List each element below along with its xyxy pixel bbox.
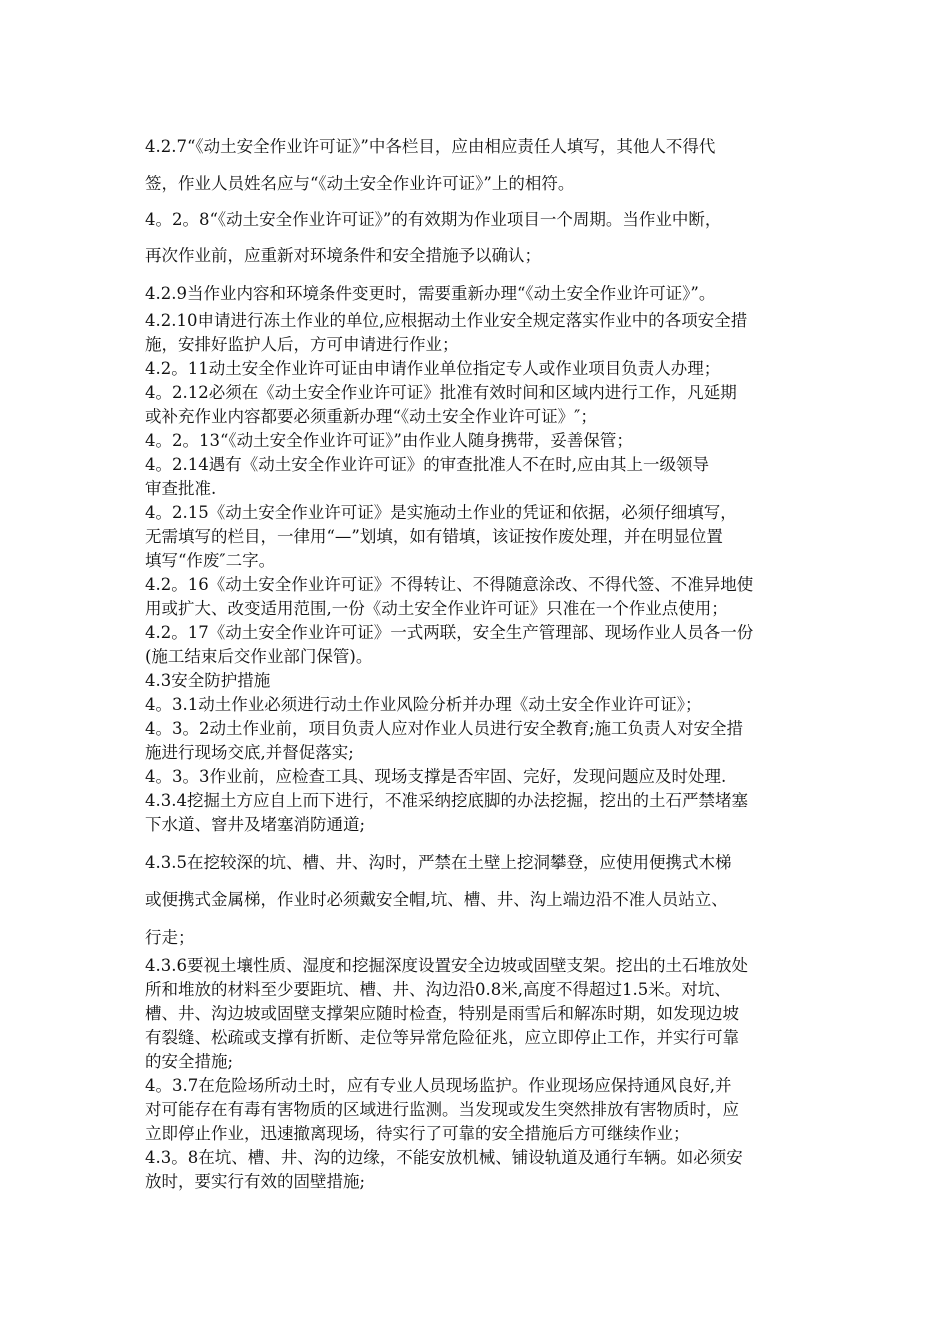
text-line: 或补充作业内容都要必须重新办理“《动土安全作业许可证》″； [145,407,597,426]
text-line: 4。2。13“《动土安全作业许可证》”由作业人随身携带，妥善保管； [145,431,633,450]
text-line: 4.3.6要视土壤性质、湿度和挖掘深度设置安全边坡或固壁支架。挖出的土石堆放处 [145,956,748,975]
text-line: 4。2。8“《动土安全作业许可证》”的有效期为作业项目一个周期。当作业中断， [145,210,722,229]
text-line: 4。3.7在危险场所动土时，应有专业人员现场监护。作业现场应保持通风良好,并 [145,1076,732,1095]
text-line: 4。3。3作业前，应检查工具、现场支撑是否牢固、完好，发现问题应及时处理. [145,767,727,786]
text-line: 再次作业前，应重新对环境条件和安全措施予以确认； [145,246,541,265]
text-line: 4。2.14遇有《动土安全作业许可证》的审查批准人不在时,应由其上一级领导 [145,455,709,474]
text-line: 下水道、窨井及堵塞消防通道; [145,815,366,834]
text-line: 4.3.5在挖较深的坑、槽、井、沟时，严禁在土壁上挖洞攀登，应使用便携式木梯 [145,853,732,872]
text-line: 4.2.9当作业内容和环境条件变更时，需要重新办理“《动土安全作业许可证》”。 [145,284,716,303]
section-heading: 4.3安全防护措施 [145,671,271,690]
text-line: 行走； [145,928,195,947]
text-line: 审查批准. [145,479,217,498]
text-line: 填写“作废″二字。 [145,551,276,570]
text-line: 或便携式金属梯，作业时必须戴安全帽,坑、槽、井、沟上端边沿不准人员站立、 [145,890,728,909]
text-line: 所和堆放的材料至少要距坑、槽、井、沟边沿0.8米,高度不得超过1.5米。对坑、 [145,980,731,999]
text-line: 槽、井、沟边坡或固壁支撑架应随时检查，特别是雨雪后和解冻时期，如发现边坡 [145,1004,739,1023]
text-line: 施，安排好监护人后，方可申请进行作业； [145,335,459,354]
text-line: 放时，要实行有效的固壁措施; [145,1172,366,1191]
text-line: 4.2。17《动土安全作业许可证》一式两联，安全生产管理部、现场作业人员各一份 [145,623,754,642]
text-line: 签，作业人员姓名应与“《动土安全作业许可证》”上的相符。 [145,174,575,193]
text-line: 4.2.7“《动土安全作业许可证》”中各栏目，应由相应责任人填写，其他人不得代 [145,137,716,156]
text-line: (施工结束后交作业部门保管)。 [145,647,373,666]
text-line: 对可能存在有毒有害物质的区域进行监测。当发现或发生突然排放有害物质时，应 [145,1100,739,1119]
text-line: 立即停止作业，迅速撤离现场，待实行了可靠的安全措施后方可继续作业； [145,1124,690,1143]
text-line: 的安全措施; [145,1052,234,1071]
text-line: 4。2.15《动土安全作业许可证》是实施动土作业的凭证和依据，必须仔细填写， [145,503,737,522]
text-line: 4。3。2动土作业前，项目负责人应对作业人员进行安全教育;施工负责人对安全措 [145,719,744,738]
text-line: 4.2。16《动土安全作业许可证》不得转让、不得随意涂改、不得代签、不准异地使 [145,575,754,594]
text-line: 4.2.10申请进行冻土作业的单位,应根据动土作业安全规定落实作业中的各项安全措 [145,311,748,330]
text-line: 4.2。11动土安全作业许可证由申请作业单位指定专人或作业项目负责人办理； [145,359,721,378]
text-line: 施进行现场交底,并督促落实; [145,743,354,762]
text-line: 有裂缝、松疏或支撑有折断、走位等异常危险征兆，应立即停止工作，并实行可靠 [145,1028,739,1047]
text-line: 4。3.1动土作业必须进行动土作业风险分析并办理《动土安全作业许可证》； [145,695,702,714]
text-line: 无需填写的栏目，一律用“—”划填，如有错填，该证按作废处理，并在明显位置 [145,527,723,546]
text-line: 4.3。8在坑、槽、井、沟的边缘，不能安放机械、铺设轨道及通行车辆。如必须安 [145,1148,743,1167]
text-line: 用或扩大、改变适用范围,一份《动土安全作业许可证》只准在一个作业点使用； [145,599,728,618]
text-line: 4.3.4挖掘土方应自上而下进行，不准采纳挖底脚的办法挖掘，挖出的土石严禁堵塞 [145,791,748,810]
text-line: 4。2.12必须在《动土安全作业许可证》批准有效时间和区域内进行工作，凡延期 [145,383,737,402]
